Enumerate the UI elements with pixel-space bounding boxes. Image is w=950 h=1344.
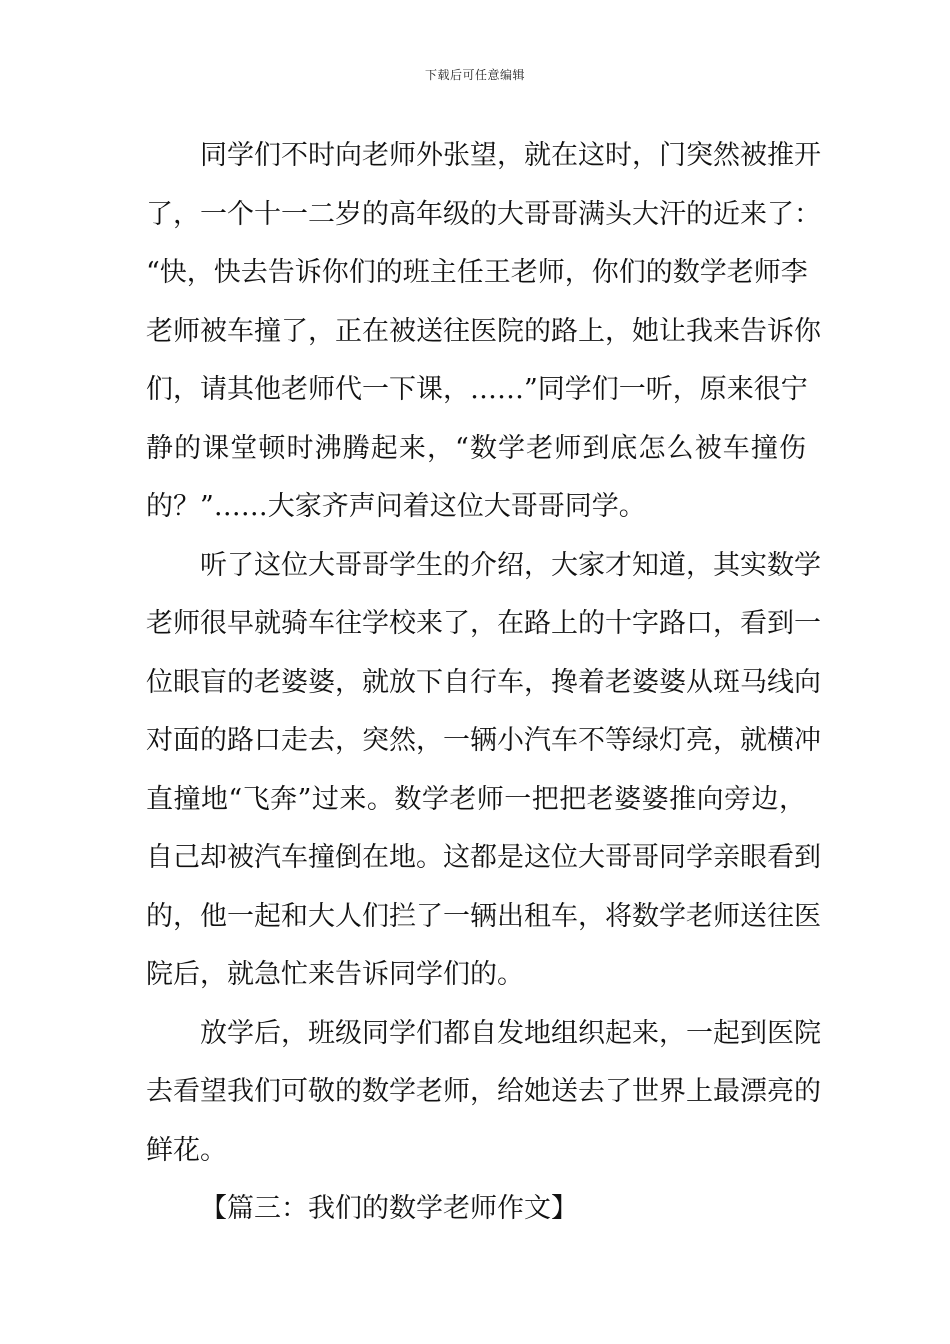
paragraph-1-line-4: 老师被车撞了，正在被送往医院的路上，她让我来告诉你	[146, 315, 821, 347]
paragraph-1-line-7: 的？”……大家齐声问着这位大哥哥同学。	[146, 491, 646, 522]
page-header: 下载后可任意编辑	[424, 68, 525, 82]
paragraph-2-line-8: 院后，就急忙来告诉同学们的。	[146, 959, 524, 990]
section-heading: 【篇三：我们的数学老师作文】	[200, 1193, 578, 1224]
paragraph-2-line-6: 自己却被汽车撞倒在地。这都是这位大哥哥同学亲眼看到	[146, 842, 821, 873]
paragraph-2-line-3: 位眼盲的老婆婆，就放下自行车，搀着老婆婆从斑马线向	[146, 666, 821, 698]
paragraph-2-line-5: 直撞地“飞奔”过来。数学老师一把把老婆婆推向旁边，	[146, 783, 806, 815]
paragraph-3-line-1: 放学后，班级同学们都自发地组织起来，一起到医院	[200, 1017, 821, 1049]
paragraph-3-line-2: 去看望我们可敬的数学老师，给她送去了世界上最漂亮的	[146, 1076, 821, 1107]
paragraph-2-line-2: 老师很早就骑车往学校来了，在路上的十字路口，看到一	[146, 608, 821, 639]
paragraph-1-line-2: 了，一个十一二岁的高年级的大哥哥满头大汗的近来了：	[146, 198, 821, 230]
paragraph-1-line-6: 静的课堂顿时沸腾起来，“数学老师到底怎么被车撞伤	[146, 432, 806, 464]
paragraph-3-line-3: 鲜花。	[146, 1134, 227, 1166]
paragraph-2-line-1: 听了这位大哥哥学生的介绍，大家才知道，其实数学	[200, 549, 821, 581]
paragraph-2-line-4: 对面的路口走去，突然，一辆小汽车不等绿灯亮，就横冲	[146, 725, 821, 756]
paragraph-1-line-1: 同学们不时向老师外张望，就在这时，门突然被推开	[200, 140, 821, 171]
paragraph-1-line-3: “快，快去告诉你们的班主任王老师，你们的数学老师李	[146, 257, 808, 288]
paragraph-1-line-5: 们，请其他老师代一下课，……”同学们一听，原来很宁	[146, 374, 808, 405]
document-body	[146, 127, 821, 1239]
paragraph-2-line-7: 的，他一起和大人们拦了一辆出租车，将数学老师送往医	[146, 900, 821, 932]
